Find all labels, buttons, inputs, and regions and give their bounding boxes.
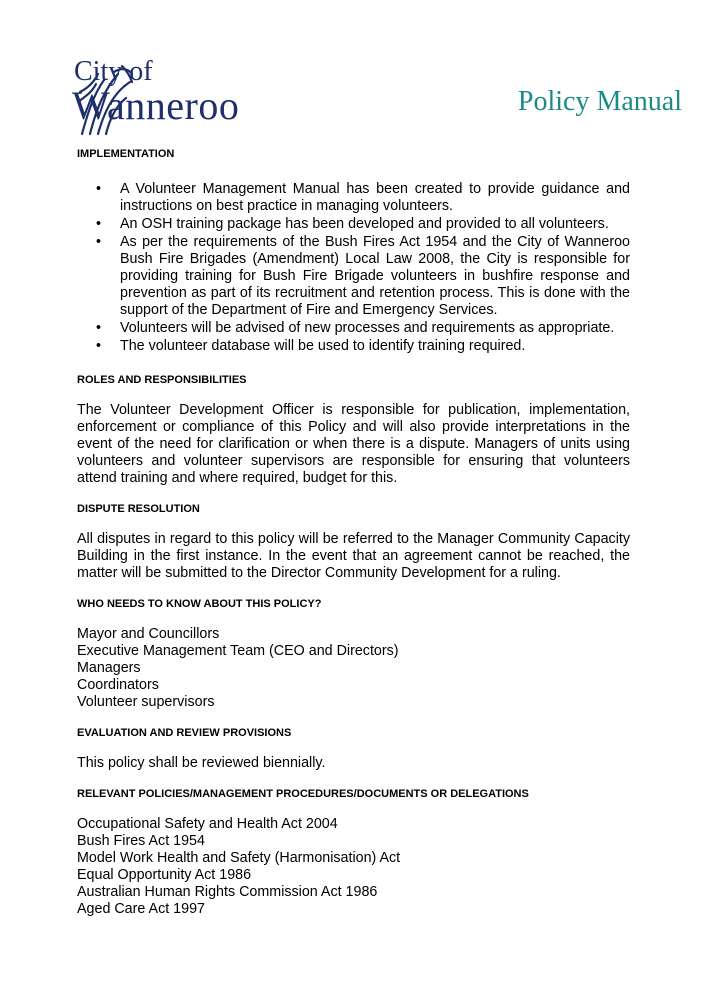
list-item: Coordinators [77,677,159,693]
list-item: Volunteer supervisors [77,694,215,710]
dispute-heading: DISPUTE RESOLUTION [77,503,200,515]
who-list [77,626,630,711]
list-item: Bush Fires Act 1954 [77,833,205,849]
roles-paragraph: The Volunteer Development Officer is responsible for publication, implementation, enforcement or compliance of this Policy and will also provide interpretations in the event of the need for clarification or when there is a dispute. Managers of units using volunteers and volunteer supervisors are responsible for ensuring that volunteers attend training and where required, budget for this. [77,402,630,486]
relevant-heading: RELEVANT POLICIES/MANAGEMENT PROCEDURES/DOCUMENTS OR DELEGATIONS [77,788,529,800]
list-item: • The volunteer database will be used to identify training required. [120,338,630,355]
logo-text-wanneroo: Wanneroo [72,83,240,128]
implementation-heading: IMPLEMENTATION [77,148,175,160]
page-title: Policy Manual [517,86,682,117]
list-item: Mayor and Councillors [77,626,220,642]
list-item: • Volunteers will be advised of new processes and requirements as appropriate. [120,320,630,337]
list-item: • An OSH training package has been developed and provided to all volunteers. [120,216,630,233]
evaluation-heading: EVALUATION AND REVIEW PROVISIONS [77,727,292,739]
list-item: Aged Care Act 1997 [77,901,205,917]
roles-heading: ROLES AND RESPONSIBILITIES [77,374,247,386]
page-header [0,0,706,140]
evaluation-paragraph: This policy shall be reviewed biennially. [77,755,326,771]
document-body [77,147,630,918]
implementation-list [77,181,630,355]
relevant-list [77,816,630,918]
who-heading: WHO NEEDS TO KNOW ABOUT THIS POLICY? [77,598,322,610]
list-item: Executive Management Team (CEO and Directors) [77,643,399,659]
list-item: Australian Human Rights Commission Act 1986 [77,884,378,900]
list-item: Occupational Safety and Health Act 2004 [77,816,338,832]
logo-text-city-of: City of [74,56,153,87]
list-item: • A Volunteer Management Manual has been created to provide guidance and instructions on best practice in managing volunteers. [120,181,630,215]
dispute-paragraph: All disputes in regard to this policy will be referred to the Manager Community Capacity Building in the first instance. In the event that an agreement cannot be reached, the matter will be submitted to the Director Community Development for a ruling. [77,531,630,581]
list-item: Model Work Health and Safety (Harmonisation) Act [77,850,401,866]
list-item: Equal Opportunity Act 1986 [77,867,252,883]
list-item: Managers [77,660,141,676]
list-item: • As per the requirements of the Bush Fires Act 1954 and the City of Wanneroo Bush Fire Brigades (Amendment) Local Law 2008, the City is responsible for providing training for Bush Fire Brigade volunteers in bushfire response and prevention as part of its recruitment and retention process. This is done with the support of the Department of Fire and Emergency Services. [120,234,630,319]
